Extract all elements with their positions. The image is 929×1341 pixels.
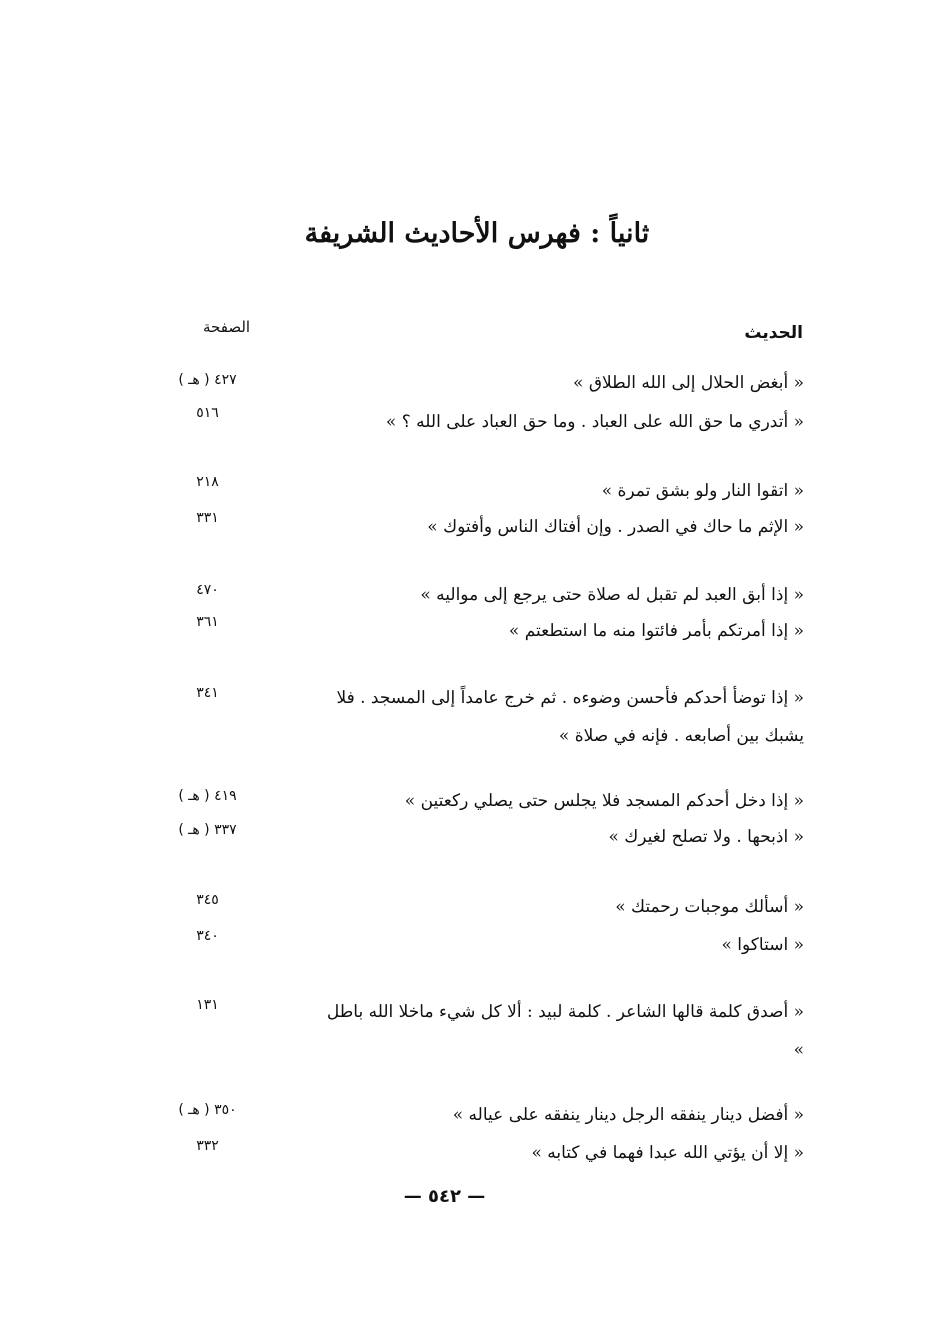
page-ref: ٣٣١ — [196, 510, 219, 526]
page-ref: ٤١٩ ( هـ ) — [178, 788, 237, 804]
page-ref: ٣٤٥ — [196, 892, 219, 908]
page-ref: ٤٢٧ ( هـ ) — [178, 372, 237, 388]
hadith-entry: « إذا دخل أحدكم المسجد فلا يجلس حتى يصلي ركعتين » — [404, 791, 804, 811]
page-ref: ٣٣٧ ( هـ ) — [178, 822, 237, 838]
page-ref: ٣٤٠ — [196, 928, 219, 944]
page-title: ثانياً : فهرس الأحاديث الشريفة — [304, 218, 650, 249]
hadith-entry: « أبغض الحلال إلى الله الطلاق » — [573, 373, 804, 393]
hadith-entry: « إذا أمرتكم بأمر فائتوا منه ما استطعتم » — [508, 621, 804, 641]
page-column-header: الصفحة — [203, 318, 251, 336]
hadith-entry: « اذبحها . ولا تصلح لغيرك » — [608, 827, 804, 847]
hadith-entry: « إذا توضأ أحدكم فأحسن وضوءه . ثم خرج عامداً إلى المسجد . فلا يشبك بين أصابعه . فإنه في صلاة » — [336, 688, 804, 746]
page-ref: ٣٣٢ — [196, 1138, 219, 1154]
hadith-entry: « الإثم ما حاك في الصدر . وإن أفتاك الناس وأفتوك » — [427, 517, 804, 537]
page-ref: ٣٥٠ ( هـ ) — [178, 1102, 237, 1118]
page-ref: ١٣١ — [196, 997, 219, 1013]
page-ref: ٢١٨ — [196, 474, 219, 490]
page-ref: ٣٦١ — [196, 614, 219, 630]
hadith-entry: « أتدري ما حق الله على العباد . وما حق العباد على الله ؟ » — [385, 412, 804, 432]
hadith-entry: « أسألك موجبات رحمتك » — [615, 897, 804, 917]
page-number: — ٥٤٢ — — [403, 1186, 486, 1207]
hadith-entry: « اتقوا النار ولو بشق تمرة » — [601, 481, 804, 501]
page-ref: ٥١٦ — [196, 405, 219, 421]
hadith-column-header: الحديث — [744, 323, 803, 343]
hadith-entry: « إذا أبق العبد لم تقبل له صلاة حتى يرجع إلى مواليه » — [420, 585, 804, 605]
page-ref: ٤٧٠ — [196, 582, 219, 598]
hadith-entry: « أصدق كلمة قالها الشاعر . كلمة لبيد : ألا كل شيء ماخلا الله باطل » — [326, 1002, 804, 1060]
hadith-entry: « استاكوا » — [721, 935, 804, 955]
hadith-entry: « إلا أن يؤتي الله عبدا فهما في كتابه » — [531, 1143, 804, 1163]
page-ref: ٣٤١ — [196, 685, 219, 701]
hadith-entry: « أفضل دينار ينفقه الرجل دينار ينفقه على عياله » — [452, 1105, 804, 1125]
